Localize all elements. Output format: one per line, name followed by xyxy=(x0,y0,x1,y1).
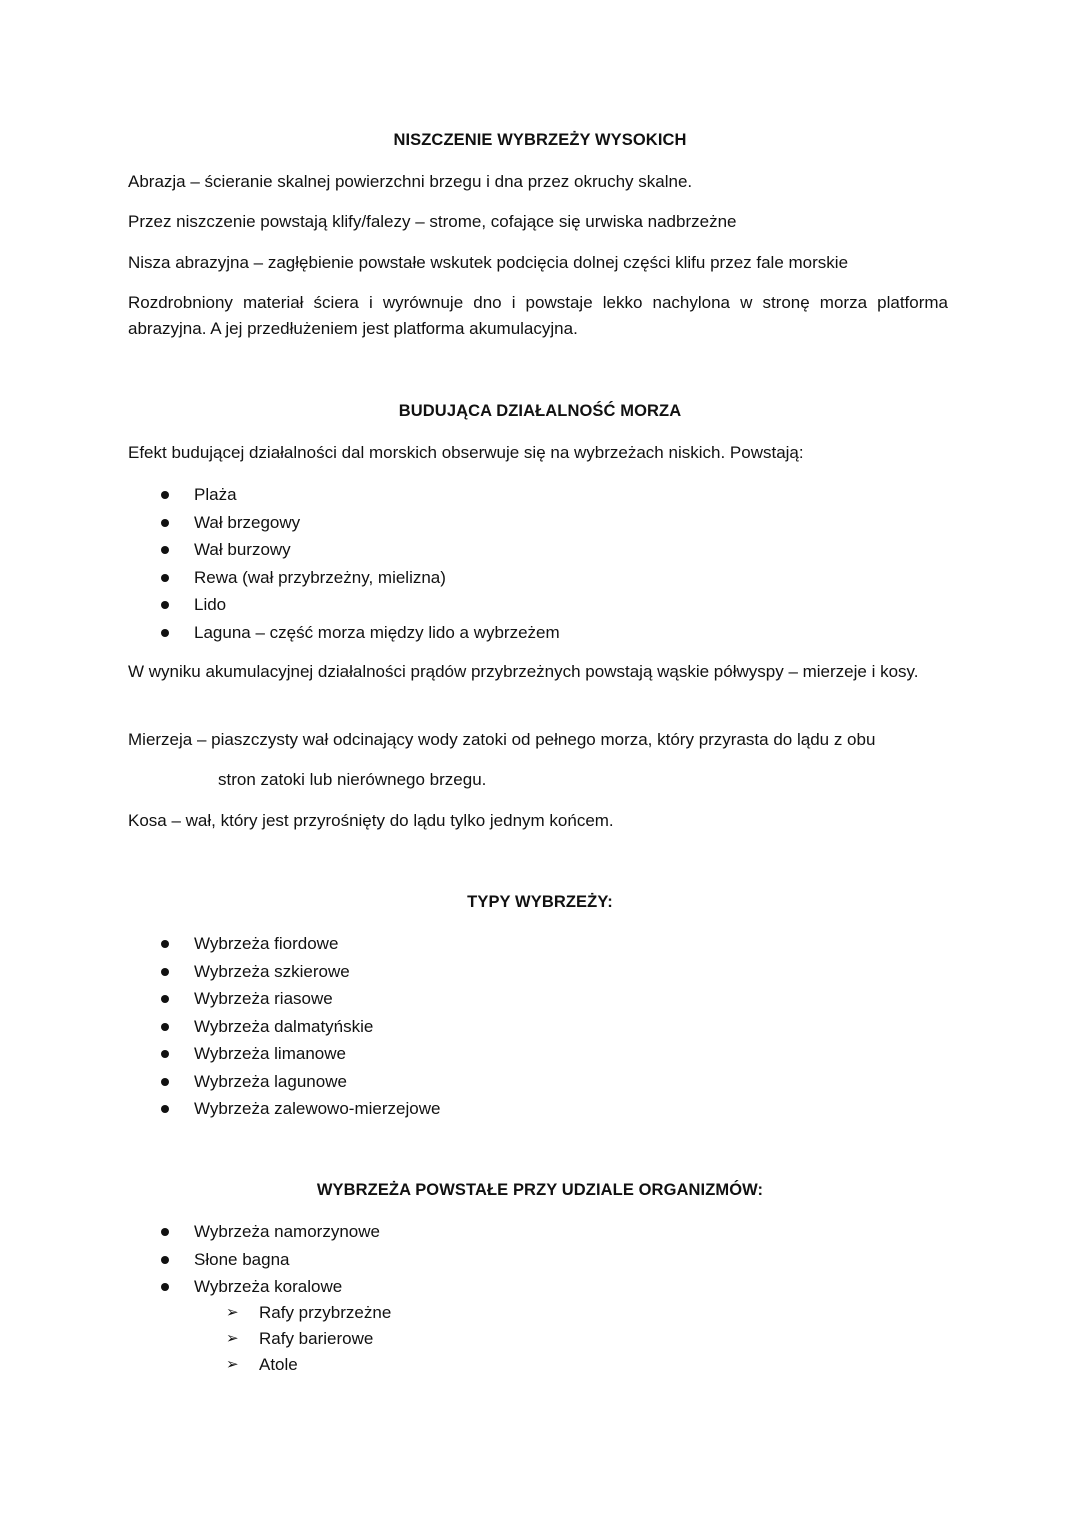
paragraph-abrazja: Abrazja – ścieranie skalnej powierzchni brzegu i dna przez okruchy skalne. xyxy=(128,172,693,191)
paragraph-platforma: Rozdrobniony materiał ściera i wyrównuje dno i powstaje lekko nachylona w stronę morza platforma abrazyjna. A jej przedłużeniem jest platforma akumulacyjna. xyxy=(128,293,948,338)
list-item: Wybrzeża szkierowe xyxy=(0,958,440,986)
list-item: Laguna – część morza między lido a wybrzeżem xyxy=(0,619,560,647)
list-item: Wybrzeża koralowe xyxy=(0,1273,380,1301)
bullet-icon xyxy=(161,629,169,637)
bullet-icon xyxy=(161,995,169,1003)
bullet-icon xyxy=(161,1283,169,1291)
section-heading-typy: TYPY WYBRZEŻY: xyxy=(467,893,613,911)
paragraph-klify: Przez niszczenie powstają klify/falezy – strome, cofające się urwiska nadbrzeżne xyxy=(128,212,737,231)
paragraph-mierzeja-continued: stron zatoki lub nierównego brzegu. xyxy=(218,770,487,789)
list-formy-akumulacyjne xyxy=(0,481,560,646)
list-item: Wybrzeża zalewowo-mierzejowe xyxy=(0,1095,440,1123)
bullet-icon xyxy=(161,601,169,609)
list-item: Wał burzowy xyxy=(0,536,560,564)
section-heading-budujaca: BUDUJĄCA DZIAŁALNOŚĆ MORZA xyxy=(398,402,682,420)
list-item: Wybrzeża dalmatyńskie xyxy=(0,1013,440,1041)
bullet-icon xyxy=(161,574,169,582)
bullet-icon xyxy=(161,1228,169,1236)
bullet-icon xyxy=(161,968,169,976)
arrowhead-right-icon: ➢ xyxy=(226,1304,239,1321)
paragraph-mierzeja: Mierzeja – piaszczysty wał odcinający wody zatoki od pełnego morza, który przyrasta do lądu z obu xyxy=(128,730,876,749)
bullet-icon xyxy=(161,1050,169,1058)
list-rafy xyxy=(0,1300,391,1378)
paragraph-efekt: Efekt budującej działalności dal morskich obserwuje się na wybrzeżach niskich. Powstają: xyxy=(128,443,804,462)
list-item: ➢ Rafy przybrzeżne xyxy=(0,1300,391,1326)
list-item: Rewa (wał przybrzeżny, mielizna) xyxy=(0,564,560,592)
bullet-icon xyxy=(161,940,169,948)
arrowhead-right-icon: ➢ xyxy=(226,1330,239,1347)
list-item: Wybrzeża fiordowe xyxy=(0,930,440,958)
paragraph-nisza: Nisza abrazyjna – zagłębienie powstałe wskutek podcięcia dolnej części klifu przez fale morskie xyxy=(128,253,849,272)
bullet-icon xyxy=(161,546,169,554)
list-item: Wybrzeża riasowe xyxy=(0,985,440,1013)
list-item: ➢ Rafy barierowe xyxy=(0,1326,391,1352)
bullet-icon xyxy=(161,1105,169,1113)
list-item: Plaża xyxy=(0,481,560,509)
paragraph-kosa: Kosa – wał, który jest przyrośnięty do lądu tylko jednym końcem. xyxy=(128,811,614,830)
bullet-icon xyxy=(161,491,169,499)
list-typy-wybrzezy xyxy=(0,930,440,1123)
list-item: ➢ Atole xyxy=(0,1352,391,1378)
bullet-icon xyxy=(161,519,169,527)
list-item: Wybrzeża limanowe xyxy=(0,1040,440,1068)
list-item: Wał brzegowy xyxy=(0,509,560,537)
list-item: Słone bagna xyxy=(0,1246,380,1274)
bullet-icon xyxy=(161,1078,169,1086)
list-item: Lido xyxy=(0,591,560,619)
section-heading-organizmy: WYBRZEŻA POWSTAŁE PRZY UDZIALE ORGANIZMÓW: xyxy=(316,1181,764,1199)
list-wybrzeza-organiczne xyxy=(0,1218,380,1301)
section-heading-niszczenie: NISZCZENIE WYBRZEŻY WYSOKICH xyxy=(393,131,687,149)
list-item: Wybrzeża lagunowe xyxy=(0,1068,440,1096)
paragraph-akumulacja: W wyniku akumulacyjnej działalności prądów przybrzeżnych powstają wąskie półwyspy – mierzeje i kosy. xyxy=(128,662,919,681)
bullet-icon xyxy=(161,1023,169,1031)
list-item: Wybrzeża namorzynowe xyxy=(0,1218,380,1246)
arrowhead-right-icon: ➢ xyxy=(226,1356,239,1373)
bullet-icon xyxy=(161,1256,169,1264)
